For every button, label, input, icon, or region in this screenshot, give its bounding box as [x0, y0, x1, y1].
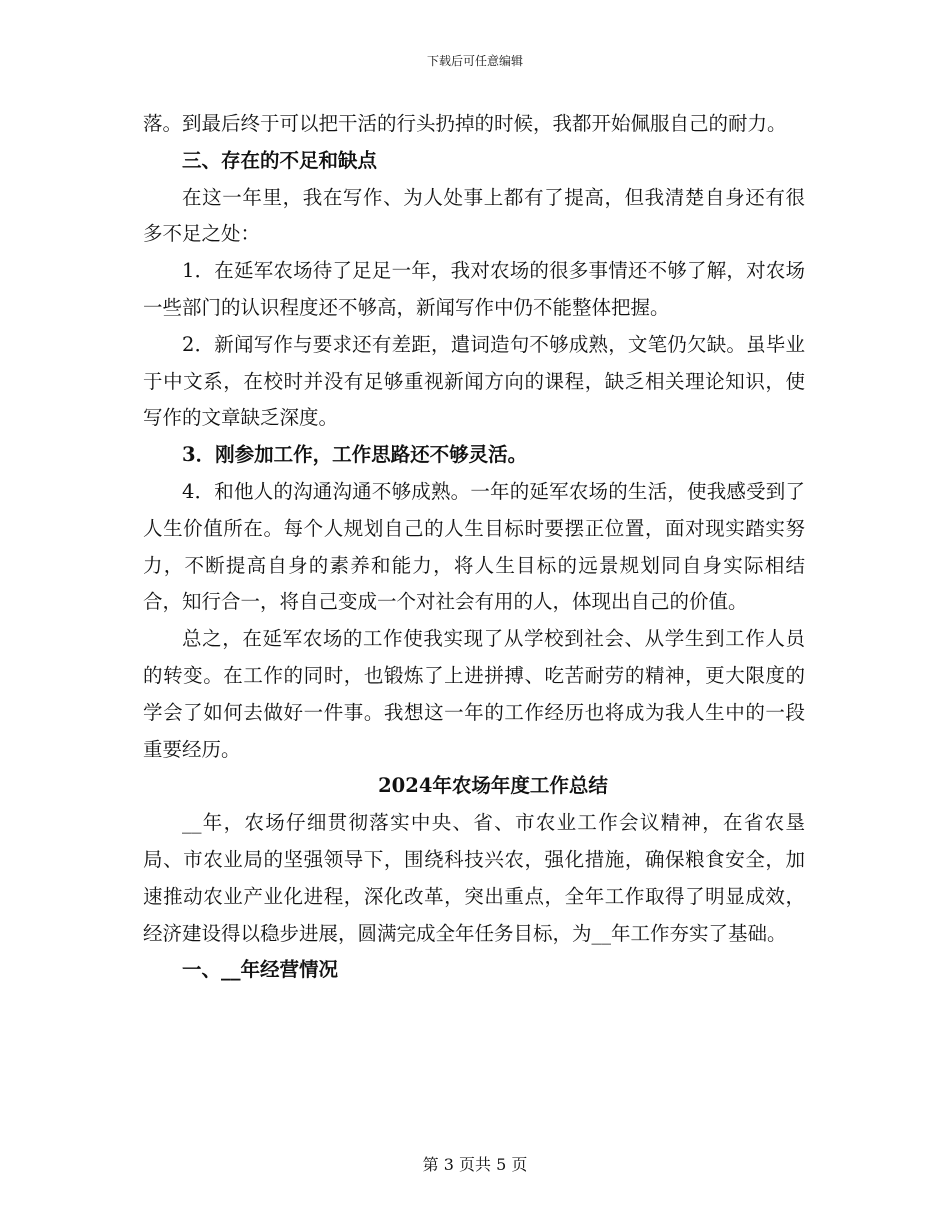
list-item-1: 1．在延军农场待了足足一年，我对农场的很多事情还不够了解，对农场一些部门的认识程度还不够高，新闻写作中仍不能整体把握。 [143, 259, 805, 319]
list-item-3: 3．刚参加工作，工作思路还不够灵活。 [182, 443, 528, 467]
paragraph-continuation: 落。到最后终于可以把干活的行头扔掉的时候，我都开始佩服自己的耐力。 [143, 112, 787, 135]
document-body [143, 106, 805, 989]
page-footer: 第 3 页共 5 页 [422, 1155, 528, 1174]
page-header: 下载后可任意编辑 [426, 54, 523, 68]
paragraph-summary: 总之，在延军农场的工作使我实现了从学校到社会、从学生到工作人员的转变。在工作的同时，也锻炼了上进拼搏、吃苦耐劳的精神，更大限度的学会了如何去做好一件事。我想这一年的工作经历也将成为我人生中的一段重要经历。 [143, 627, 805, 761]
document-title: 2024年农场年度工作总结 [378, 774, 608, 798]
section-heading-shortcomings: 三、存在的不足和缺点 [182, 148, 378, 172]
list-item-4: 4．和他人的沟通沟通不够成熟。一年的延军农场的生活，使我感受到了人生价值所在。每个人规划自己的人生目标时要摆正位置，面对现实踏实努力，不断提高自身的素养和能力，将人生目标的远景规划同自身实际相结合，知行合一，将自己变成一个对社会有用的人，体现出自己的价值。 [143, 479, 805, 614]
section-heading-operations: 一、__年经营情况 [182, 958, 339, 982]
paragraph-intro: 在这一年里，我在写作、为人处事上都有了提高，但我清楚自身还有很多不足之处： [143, 185, 805, 246]
list-item-2: 2．新闻写作与要求还有差距，遣词造句不够成熟，文笔仍欠缺。虽毕业于中文系，在校时并没有足够重视新闻方向的课程，缺乏相关理论知识，使写作的文章缺乏深度。 [143, 332, 805, 430]
paragraph-overview: __年，农场仔细贯彻落实中央、省、市农业工作会议精神，在省农垦局、市农业局的坚强领导下，围绕科技兴农，强化措施，确保粮食安全，加速推动农业产业化进程，深化改革，突出重点，全年工作取得了明显成效，经济建设得以稳步进展，圆满完成全年任务目标，为__年工作夯实了基础。 [143, 811, 805, 945]
